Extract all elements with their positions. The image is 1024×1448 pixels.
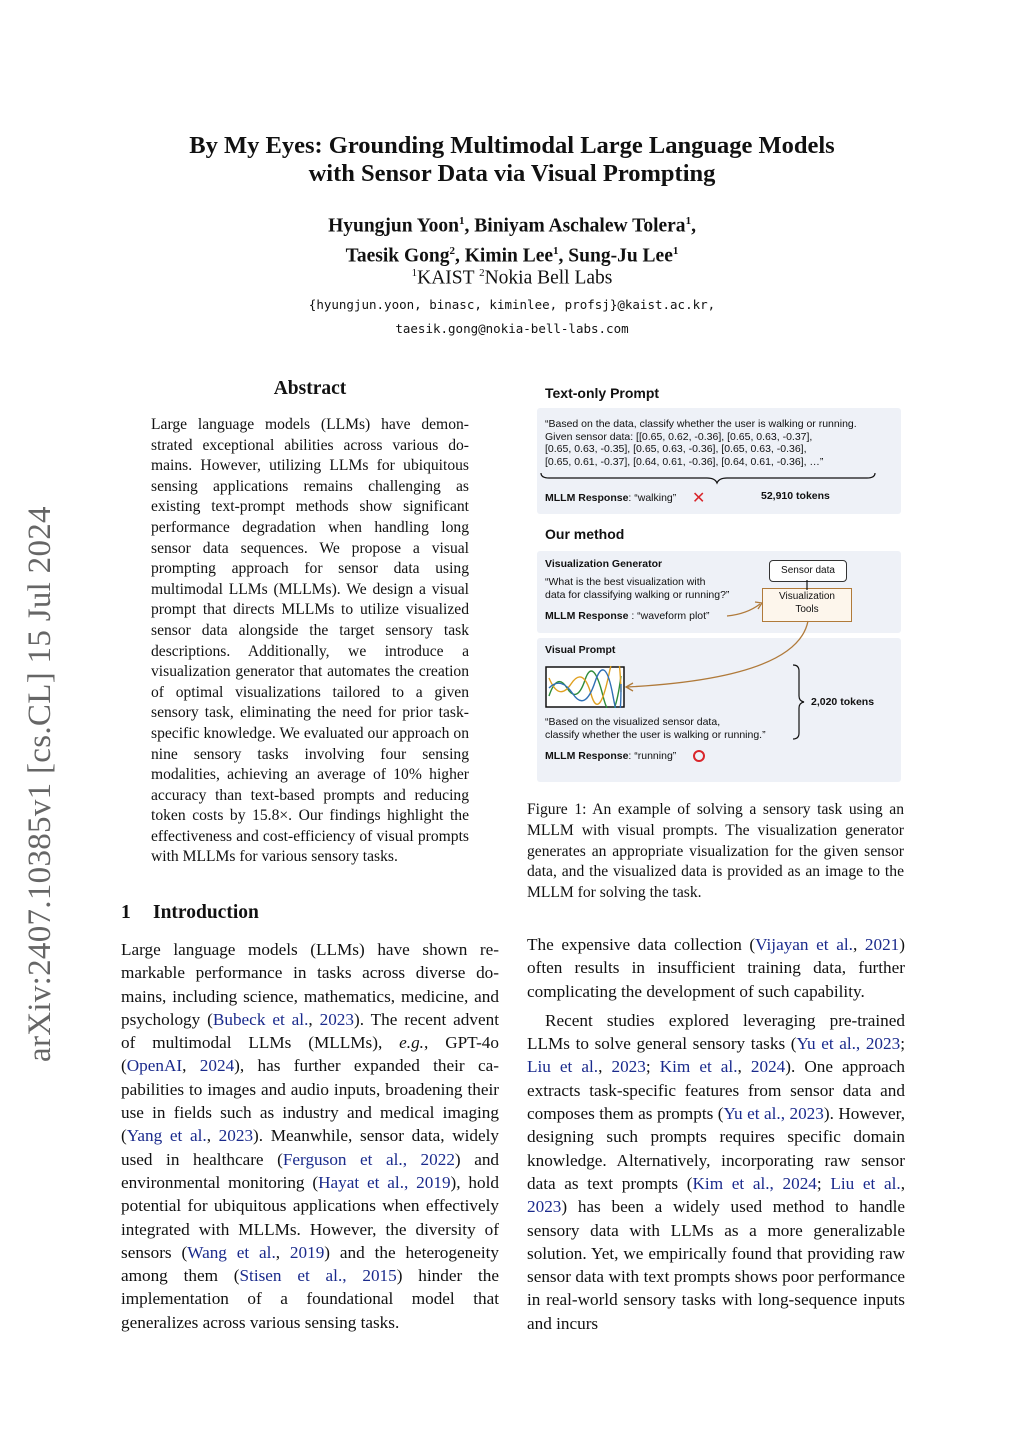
visual-prompt-quote: “Based on the visualized sensor data, classify whether the user is walking or running.” (545, 716, 766, 741)
citation-link[interactable]: Stisen et al., 2015 (239, 1266, 397, 1286)
title-line-1: By My Eyes: Grounding Multimodal Large Language Models (189, 132, 835, 159)
text-only-quote: “Based on the data, classify whether the user is walking or running. Given sensor data: [[0.65, 0.62, -0.36], [0.65, 0.63, -0.37], [0.65, 0.63, -0.35], [0.65, 0.63, -0.36], [0.65, 0.63, -0.36], [0.65, 0.61, -0.37], [0.64, 0.61, -0.36], [0.64, 0.61, -0.36], …” (545, 418, 857, 468)
visualization-tools-box: Visualization Tools (762, 588, 852, 622)
citation-link[interactable]: Kim et al., 2024 (692, 1173, 817, 1193)
text-only-response: MLLM Response: “walking” (545, 492, 677, 504)
paragraph-text: ; (645, 1057, 660, 1077)
citation-link[interactable]: Hayat et al., 2019 (318, 1172, 451, 1192)
author-name: Taesik Gong (345, 245, 450, 266)
left-column-text (121, 938, 499, 1334)
citation-link[interactable]: Yang et al. (126, 1126, 207, 1146)
visual-prompt-token-count: 2,020 tokens (811, 696, 875, 708)
paragraph-text: ) has been a widely used method to handle sensory data with LLMs as a more generalizable solution. Yet, we empirically found that providing raw sensor data with text prompts shows poor performance in real-world sensory tasks with long-sequence inputs and incurs (527, 1197, 905, 1333)
body-paragraph (527, 933, 905, 1003)
author-list: Hyungjun Yoon$^1$, Biniyam Aschalew Tolera$^1$, Taesik Gong$^2$, Kimin Lee$^1$, Sung-Ju Lee$^1$ (328, 215, 696, 266)
email-line-1: {hyungjun.yoon, binasc, kiminlee, profsj}@kaist.ac.kr, (308, 297, 716, 312)
paragraph-text: ). The recent advent of multimodal LLMs (MLLMs), (121, 1009, 499, 1053)
body-paragraph (527, 1009, 905, 1335)
visualization-generator-response: MLLM Response : “waveform plot” (545, 610, 710, 622)
paragraph-text: ) and the heterogeneity among them ( (121, 1242, 499, 1286)
paragraph-text: , (737, 1057, 751, 1077)
our-method-title: Our method (545, 526, 625, 542)
citation-link[interactable]: 2023 (218, 1126, 254, 1146)
paragraph-text: ; (900, 1034, 905, 1054)
citation-link[interactable]: OpenAI (126, 1056, 183, 1076)
author-affiliation-mark: 1 (459, 215, 465, 227)
title-line-2: with Sensor Data via Visual Prompting (308, 160, 716, 187)
citation-link[interactable]: Liu et al. (527, 1057, 599, 1077)
paragraph-text: , (206, 1126, 219, 1146)
citation-link[interactable]: 2021 (864, 935, 900, 954)
paragraph-text: ) and environmental monitoring ( (121, 1149, 500, 1192)
author-name: Kimin Lee (464, 245, 554, 266)
paragraph-text: ). One approach extracts task-specific features from sensor data and composes them as prompts ( (527, 1057, 906, 1124)
arxiv-identifier: arXiv:2407.10385v1 [cs.CL] 15 Jul 2024 (22, 506, 58, 1062)
sensor-data-box: Sensor data (769, 560, 847, 582)
paragraph-text: , GPT-4o ( (121, 1033, 499, 1076)
paragraph-text: Large language models (LLMs) have shown remarkable performance in tasks across diverse domains, including science, mathematics, medicine, and psychology ( (121, 940, 499, 1029)
paragraph-text: , (900, 1173, 906, 1193)
paragraph-text: ) hinder the implementation of a foundational model that generalizes across various sensing tasks. (121, 1266, 499, 1332)
right-column-text (527, 933, 905, 1335)
figure-caption: Figure 1: An example of solving a sensory task using an MLLM with visual prompts. The visualization generator generates an appropriate visualization for the given sensor data, and the visualized data is provided as an image to the MLLM for solving the task. (527, 801, 904, 902)
citation-link[interactable]: Liu et al. (830, 1173, 901, 1193)
citation-link[interactable]: Vijayan et al. (755, 935, 853, 954)
citation-link[interactable]: Kim et al. (659, 1057, 738, 1077)
paragraph-text: , (275, 1242, 290, 1262)
citation-link[interactable]: 2023 (611, 1057, 646, 1077)
cross-icon: ✕ (692, 488, 706, 507)
paragraph-text: ). Meanwhile, sensor data, widely used in healthcare ( (121, 1126, 499, 1169)
citation-link[interactable]: 2023 (527, 1197, 562, 1217)
visual-prompt-response: MLLM Response: “running” (545, 750, 677, 762)
visualization-generator-title: Visualization Generator (545, 558, 663, 570)
paragraph-text: ; (816, 1173, 831, 1193)
citation-link[interactable]: Ferguson et al., 2022 (282, 1149, 455, 1169)
paragraph-text: , (308, 1009, 320, 1029)
abstract-heading: Abstract (273, 378, 347, 399)
affiliations: $^1$KAIST $^2$Nokia Bell Labs (411, 267, 613, 289)
correct-circle-icon (692, 749, 706, 763)
author-affiliation-mark: 1 (553, 244, 559, 257)
figure-1 (527, 378, 905, 788)
paragraph-text: Recent studies explored leveraging pre-trained LLMs to solve general sensory tasks ( (527, 1010, 905, 1054)
author-affiliation-mark: 2 (449, 244, 455, 257)
paragraph-text: ), has further expanded their capabilities to images and audio inputs, broadening their use in fields such as industry and medical imaging ( (121, 1056, 500, 1146)
author-name: Hyungjun Yoon (328, 215, 460, 237)
paragraph-text: ) often results in insufficient training data, further complicating the development of such capability. (527, 935, 905, 1001)
paragraph-text: , (598, 1057, 612, 1077)
citation-link[interactable]: 2023 (319, 1009, 354, 1029)
author-affiliation-mark: 1 (672, 244, 679, 257)
paragraph-text: The expensive data collection ( (527, 935, 756, 954)
italic-text: e.g. (399, 1033, 424, 1053)
text-only-prompt-title: Text-only Prompt (545, 385, 660, 401)
paragraph-text: , (852, 935, 865, 954)
citation-link[interactable]: 2024 (750, 1057, 786, 1077)
intro-paragraph (121, 938, 499, 1334)
citation-link[interactable]: Bubeck et al. (212, 1009, 309, 1029)
citation-link[interactable]: 2024 (199, 1056, 235, 1076)
abstract-text: Large language models (LLMs) have demonstrated exceptional abilities across various domains. However, utilizing LLMs for ubiquitous sensing applications remains challenging as existing text-prompt methods show significant performance degradation when handling long sensor data sequences. We propose a visual prompting approach for sensor data using multimodal LLMs (MLLMs). We design a visual prompt that directs MLLMs to utilize visualized sensor data alongside the target sensory task descriptions. Additionally, we introduce a visualization generator that automates the creation of optimal visualizations tailored to a given sensory task, eliminating the need for prior task-specific knowledge. We evaluated our approach on nine sensory tasks involving four sensing modalities, achieving an average of 10% higher accuracy than text-based prompts and reducing token costs by 15.8×. Our findings highlight the effectiveness and cost-efficiency of visual prompts with MLLMs for various sensory tasks. (151, 416, 469, 866)
text-only-token-count: 52,910 tokens (761, 490, 830, 502)
author-affiliation-mark: 1 (685, 215, 692, 227)
paragraph-text: , (182, 1056, 200, 1076)
citation-link[interactable]: Yu et al., 2023 (796, 1034, 901, 1054)
citation-link[interactable]: 2019 (289, 1242, 325, 1262)
author-name: Sung-Ju Lee (568, 245, 673, 266)
citation-link[interactable]: Wang et al. (187, 1242, 276, 1262)
paper-title (150, 132, 874, 188)
visualization-generator-quote: “What is the best visualization with data for classifying walking or running?” (545, 576, 730, 601)
paragraph-text: ). However, designing such prompts requires specific domain knowledge. Alternatively, incorporating raw sensor data as text prompts ( (527, 1104, 905, 1193)
paragraph-text: ), hold potential for ubiquitous applications when effectively integrated with MLLMs. However, the diversity of sensors ( (121, 1172, 499, 1262)
visual-prompt-title: Visual Prompt (545, 644, 616, 656)
citation-link[interactable]: Yu et al., 2023 (723, 1104, 824, 1124)
author-name: Biniyam Aschalew Tolera (474, 215, 686, 237)
email-line-2: taesik.gong@nokia-bell-labs.com (395, 321, 629, 336)
section-heading: 1 Introduction (121, 902, 259, 923)
